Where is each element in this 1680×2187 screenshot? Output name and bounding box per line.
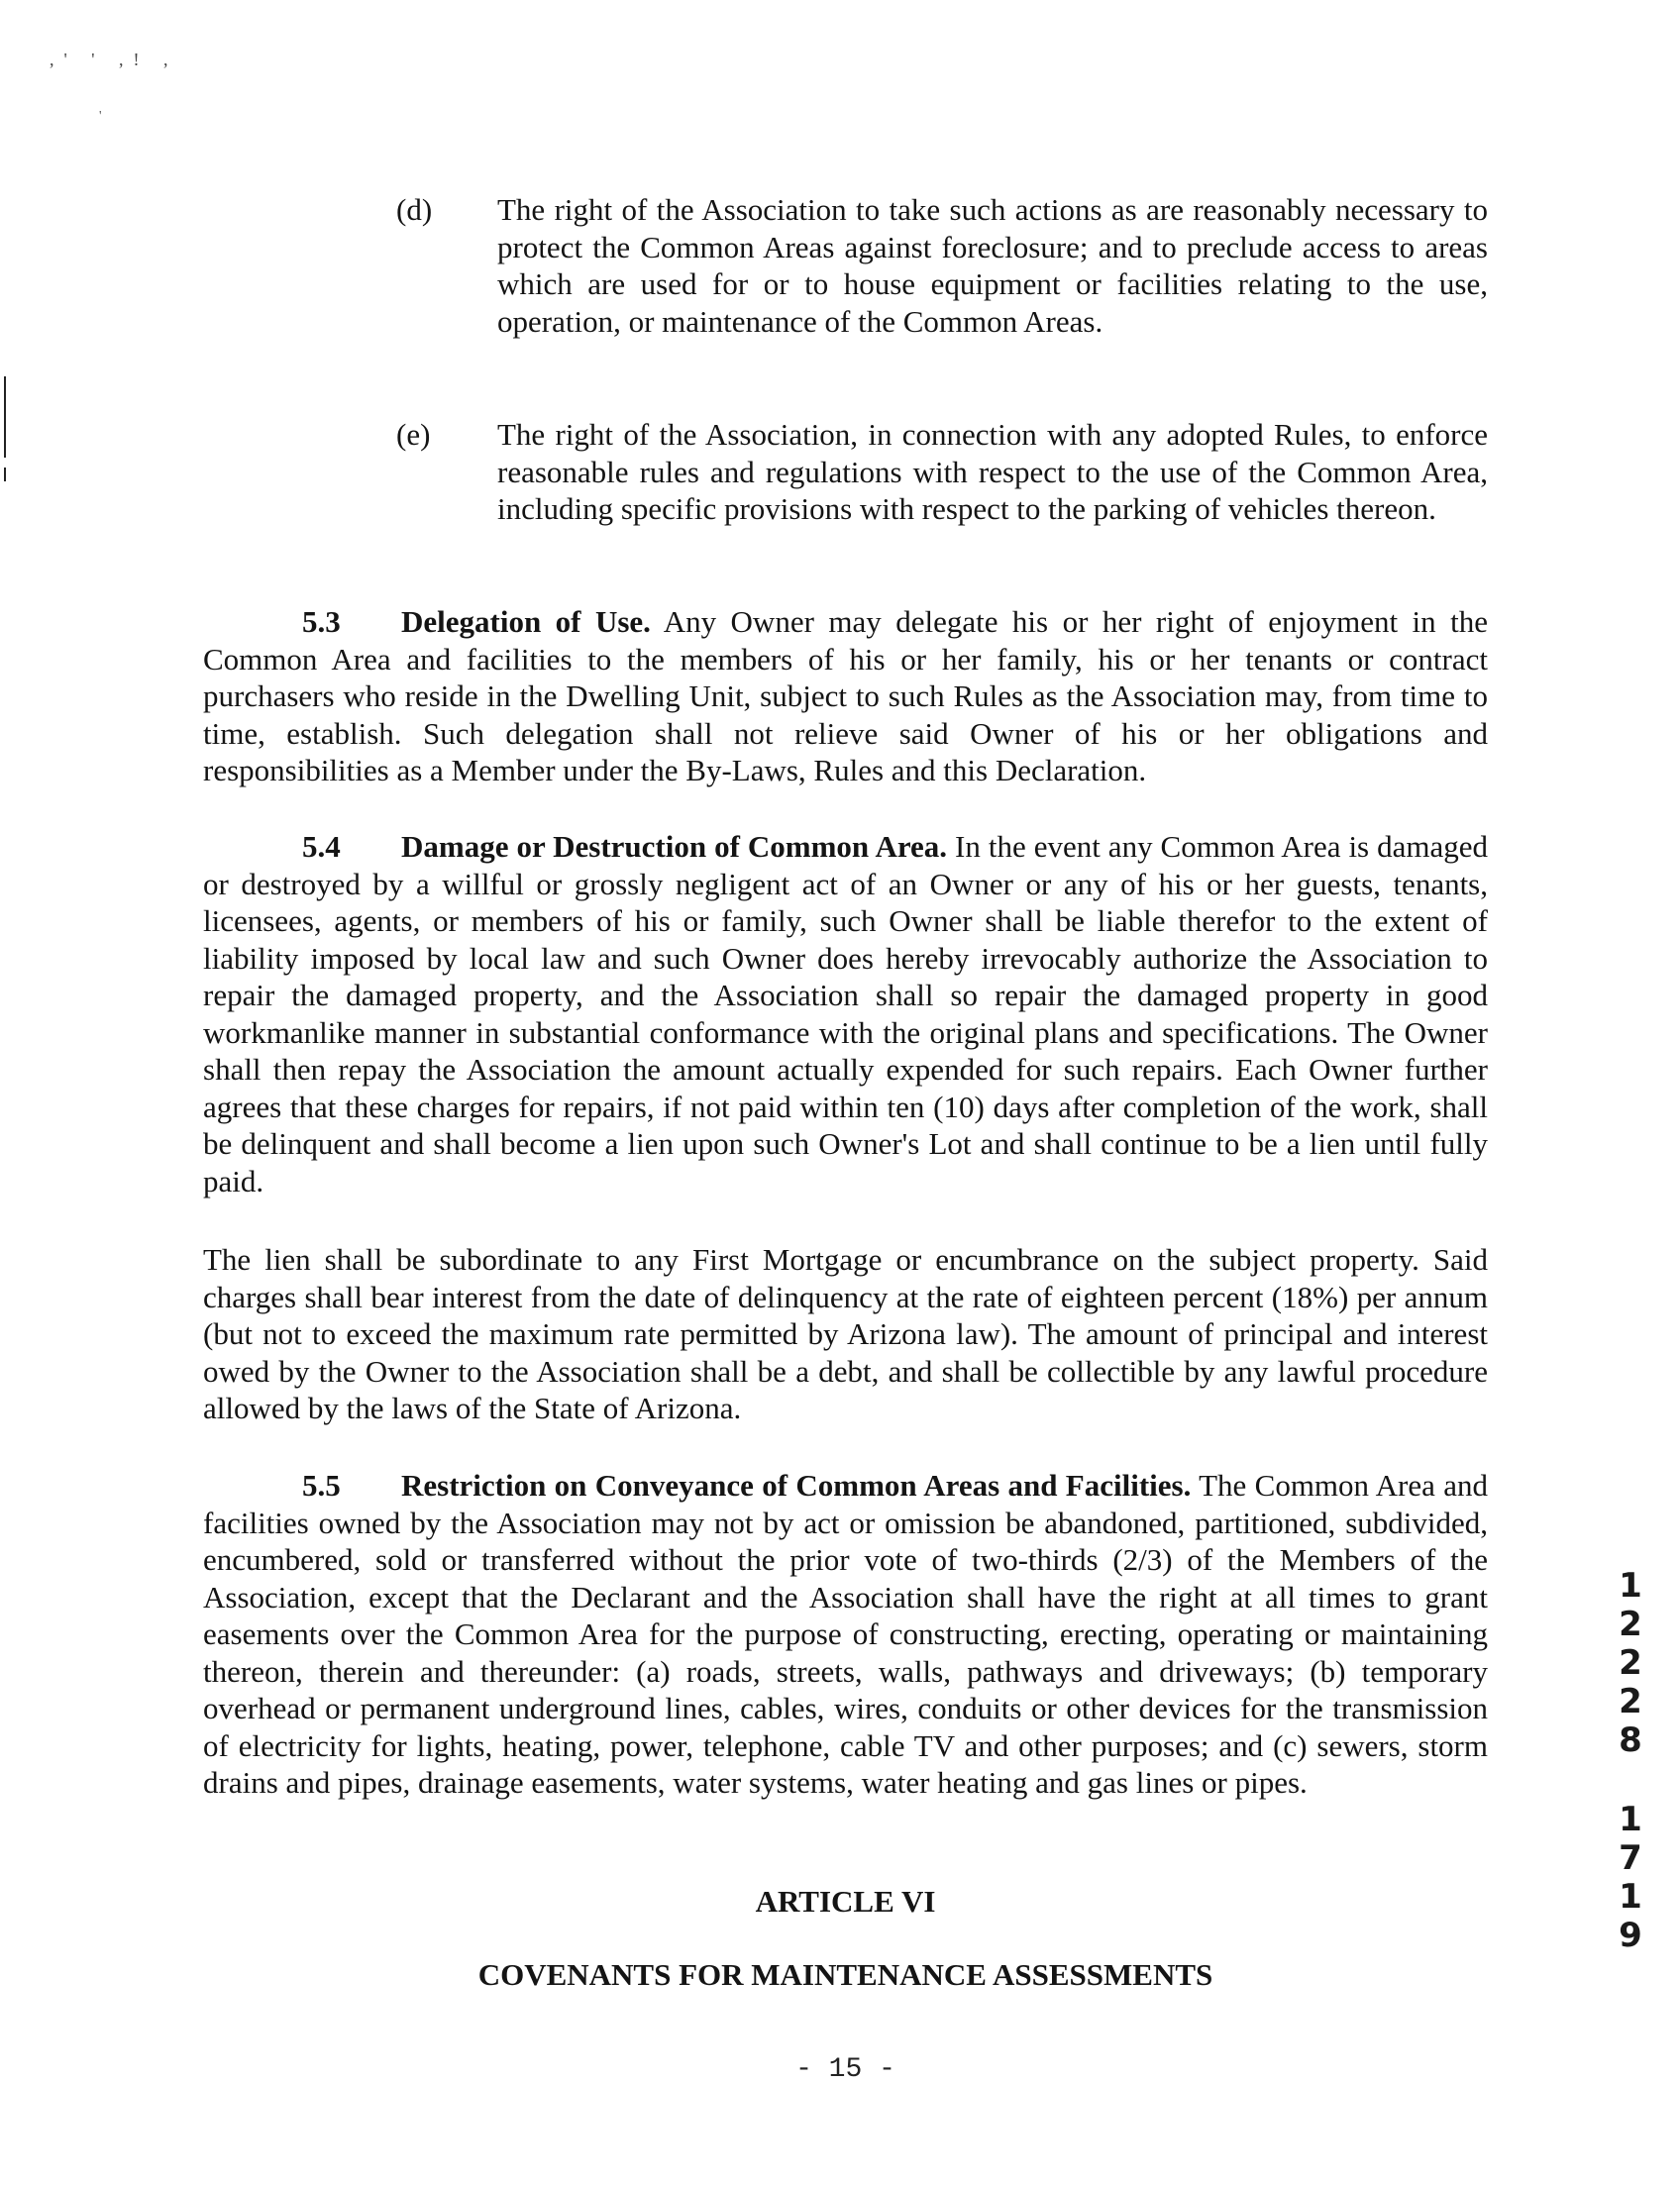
scan-speck: ' <box>99 109 102 124</box>
section-body: The lien shall be subordinate to any First Mortgage or encumbrance on the subject property. Said charges shall bear interest from the date of delinquency at the rate of eighteen percent (18%) per annum (but not to exceed the maximum rate permitted by Arizona law). The amount of principal and interest owed by the Owner to the Association shall be a debt, and shall be collectible by any lawful procedure allowed by the laws of the State of Arizona. <box>203 1242 1488 1425</box>
page-number: - 15 - <box>795 2054 895 2085</box>
scan-marks: ,' ' ,! , <box>50 50 178 69</box>
stamp-digit: 2 <box>1619 1643 1642 1683</box>
clause-e <box>396 416 1488 528</box>
section-body: In the event any Common Area is damaged or destroyed by a willful or grossly negligent act of an Owner or any of his or her guests, tenants, licensees, agents, or members of his or family, such Owner shall be liable therefor to the extent of liability imposed by local law and such Owner does hereby irrevocably authorize the Association to repair the damaged property, and the Association shall so repair the damaged property in good workmanlike manner in substantial conformance with the original plans and specifications. The Owner shall then repay the Association the amount actually expended for such repairs. Each Owner further agrees that these charges for repairs, if not paid within ten (10) days after completion of the work, shall be delinquent and shall become a lien upon such Owner's Lot and shall continue to be a lien until fully paid. <box>203 829 1488 1198</box>
lien-paragraph <box>203 1241 1488 1427</box>
section-heading: Damage or Destruction of Common Area. <box>401 829 948 864</box>
clause-d <box>396 191 1488 340</box>
stamp-digit: 8 <box>1619 1720 1642 1760</box>
section-heading: Restriction on Conveyance of Common Areas and Facilities. <box>401 1468 1192 1503</box>
section-number: 5.5 <box>302 1468 341 1503</box>
margin-revision-bar <box>4 376 6 458</box>
stamp-digit: 7 <box>1619 1838 1642 1878</box>
clause-label: (e) <box>396 417 431 452</box>
stamp-digit: 9 <box>1619 1916 1642 1955</box>
section-body: The Common Area and facilities owned by the Association may not by act or omission be abandoned, partitioned, subdivided, encumbered, sold or transferred without the prior vote of two-thirds (2/3) of the Members of the Association, except that the Declarant and the Association shall have the right at all times to grant easements over the Common Area for the purpose of constructing, erecting, operating or maintaining thereon, therein and thereunder: (a) roads, streets, walls, pathways and driveways; (b) temporary overhead or permanent underground lines, cables, wires, conduits or other devices for the transmission of electricity for lights, heating, power, telephone, cable TV and other purposes; and (c) sewers, storm drains and pipes, drainage easements, water systems, water heating and gas lines or pipes. <box>203 1468 1488 1800</box>
section-number: 5.3 <box>302 604 341 639</box>
stamp-digit: 1 <box>1619 1800 1642 1839</box>
section-5-3 <box>203 603 1488 789</box>
clause-text: The right of the Association to take such actions as are reasonably necessary to protect the Common Areas against foreclosure; and to preclude access to areas which are used for or to house equipment or facilities relating to the use, operation, or maintenance of the Common Areas. <box>497 192 1488 339</box>
article-title: ARTICLE VI <box>755 1884 936 1919</box>
clause-text: The right of the Association, in connection with any adopted Rules, to enforce reasonable rules and regulations with respect to the use of the Common Area, including specific provisions with respect to the parking of vehicles thereon. <box>497 417 1488 526</box>
section-number: 5.4 <box>302 829 341 864</box>
section-heading: Delegation of Use. <box>401 604 651 639</box>
clause-label: (d) <box>396 192 433 227</box>
stamp-digit: 2 <box>1619 1682 1642 1721</box>
stamp-digit: 2 <box>1619 1605 1642 1644</box>
section-body: Any Owner may delegate his or her right of enjoyment in the Common Area and facilities to the members of his or her family, his or her tenants or contract purchasers who reside in the Dwelling Unit, subject to such Rules as the Association may, from time to time, establish. Such delegation shall not relieve said Owner of his or her obligations and responsibilities as a Member under the By-Laws, Rules and this Declaration. <box>203 604 1488 787</box>
recording-stamp-page <box>1611 1801 1650 1955</box>
margin-revision-bar <box>4 468 6 481</box>
stamp-digit: 1 <box>1619 1566 1642 1606</box>
section-5-5 <box>203 1467 1488 1802</box>
section-5-4 <box>203 828 1488 1199</box>
stamp-digit: 1 <box>1619 1877 1642 1917</box>
recording-stamp-docket <box>1611 1567 1650 1760</box>
article-subtitle: COVENANTS FOR MAINTENANCE ASSESSMENTS <box>477 1957 1213 1992</box>
